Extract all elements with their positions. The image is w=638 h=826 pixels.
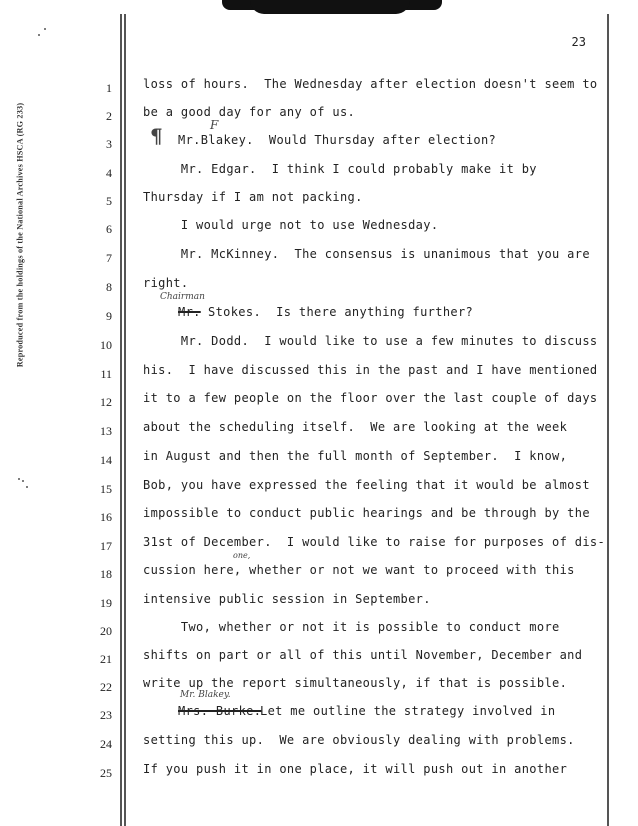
transcript-line: impossible to conduct public hearings and be through by the <box>143 506 590 520</box>
transcript-line: I would urge not to use Wednesday. <box>143 218 439 232</box>
transcript-line: If you push it in one place, it will push out in another <box>143 762 568 776</box>
margin-rule <box>607 14 609 826</box>
transcript-line: Thursday if I am not packing. <box>143 190 363 204</box>
transcript-line: Mr. Dodd. I would like to use a few minutes to discuss <box>143 334 598 348</box>
line-number: 18 <box>100 567 112 581</box>
margin-rule <box>124 14 126 826</box>
handwritten-mr-blakey: Mr. Blakey. <box>180 690 231 700</box>
line-number: 8 <box>106 280 112 294</box>
transcript-line: Two, whether or not it is possible to conduct more <box>143 620 560 634</box>
line-number: 20 <box>100 624 112 638</box>
transcript-line: Mr. McKinney. The consensus is unanimous that you are <box>143 247 590 261</box>
transcript-line: intensive public session in September. <box>143 592 431 606</box>
transcript-line: write up the report simultaneously, if that is possible. <box>143 676 568 690</box>
page-number: 23 <box>571 35 586 49</box>
line-number: 16 <box>100 510 112 524</box>
transcript-line: Let me outline the strategy involved in <box>260 704 556 718</box>
line-number: 17 <box>100 539 112 553</box>
transcript-line: his. I have discussed this in the past and I have mentioned <box>143 363 598 377</box>
line-number: 10 <box>100 338 112 352</box>
line-number: 6 <box>106 222 112 236</box>
line-number: 9 <box>106 309 112 323</box>
line-number: 4 <box>106 166 112 180</box>
transcript-line: Mr. Edgar. I think I could probably make it by <box>143 162 537 176</box>
line-number: 14 <box>100 453 112 467</box>
line-number: 22 <box>100 680 112 694</box>
transcript-line: Bob, you have expressed the feeling that it would be almost <box>143 478 590 492</box>
line-number: 1 <box>106 81 112 95</box>
transcript-line: right. <box>143 276 189 290</box>
line-number: 11 <box>100 367 112 381</box>
transcript-line: in August and then the full month of September. I know, <box>143 449 568 463</box>
line-number: 15 <box>100 482 112 496</box>
transcript-line: be a good day for any of us. <box>143 105 356 119</box>
transcript-line: setting this up. We are obviously dealing with problems. <box>143 733 575 747</box>
archive-stamp-text: Reproduced from the holdings of the National Archives HSCA (RG 233) <box>15 102 25 368</box>
line-number: 23 <box>100 708 112 722</box>
paragraph-mark: ¶ <box>150 124 163 148</box>
line-number: 25 <box>100 766 112 780</box>
archive-stamp <box>8 40 32 430</box>
transcript-line: shifts on part or all of this until November, December and <box>143 648 583 662</box>
margin-rule <box>120 14 122 826</box>
struck-speaker: Mr. <box>178 305 201 319</box>
handwritten-one: one, <box>233 551 251 560</box>
line-number: 7 <box>106 251 112 265</box>
handwritten-chairman: Chairman <box>160 292 205 302</box>
struck-speaker: Mrs. Burke. <box>178 704 262 718</box>
line-number: 19 <box>100 596 112 610</box>
line-number: 12 <box>100 395 112 409</box>
transcript-line: 31st of December. I would like to raise for purposes of dis- <box>143 535 606 549</box>
transcript-line: about the scheduling itself. We are looking at the week <box>143 420 568 434</box>
line-number: 2 <box>106 109 112 123</box>
handwritten-f: F <box>210 118 219 132</box>
line-number: 13 <box>100 424 112 438</box>
transcript-line: Mr.Blakey. Would Thursday after election? <box>178 133 497 147</box>
line-number: 3 <box>106 137 112 151</box>
scan-edge-mark <box>250 0 410 14</box>
transcript-line: loss of hours. The Wednesday after election doesn't seem to <box>143 77 598 91</box>
transcript-line: cussion here, whether or not we want to proceed with this <box>143 563 575 577</box>
transcript-line: it to a few people on the floor over the last couple of days <box>143 391 598 405</box>
line-number: 5 <box>106 194 112 208</box>
line-number: 21 <box>100 652 112 666</box>
line-number: 24 <box>100 737 112 751</box>
transcript-line: Stokes. Is there anything further? <box>208 305 474 319</box>
